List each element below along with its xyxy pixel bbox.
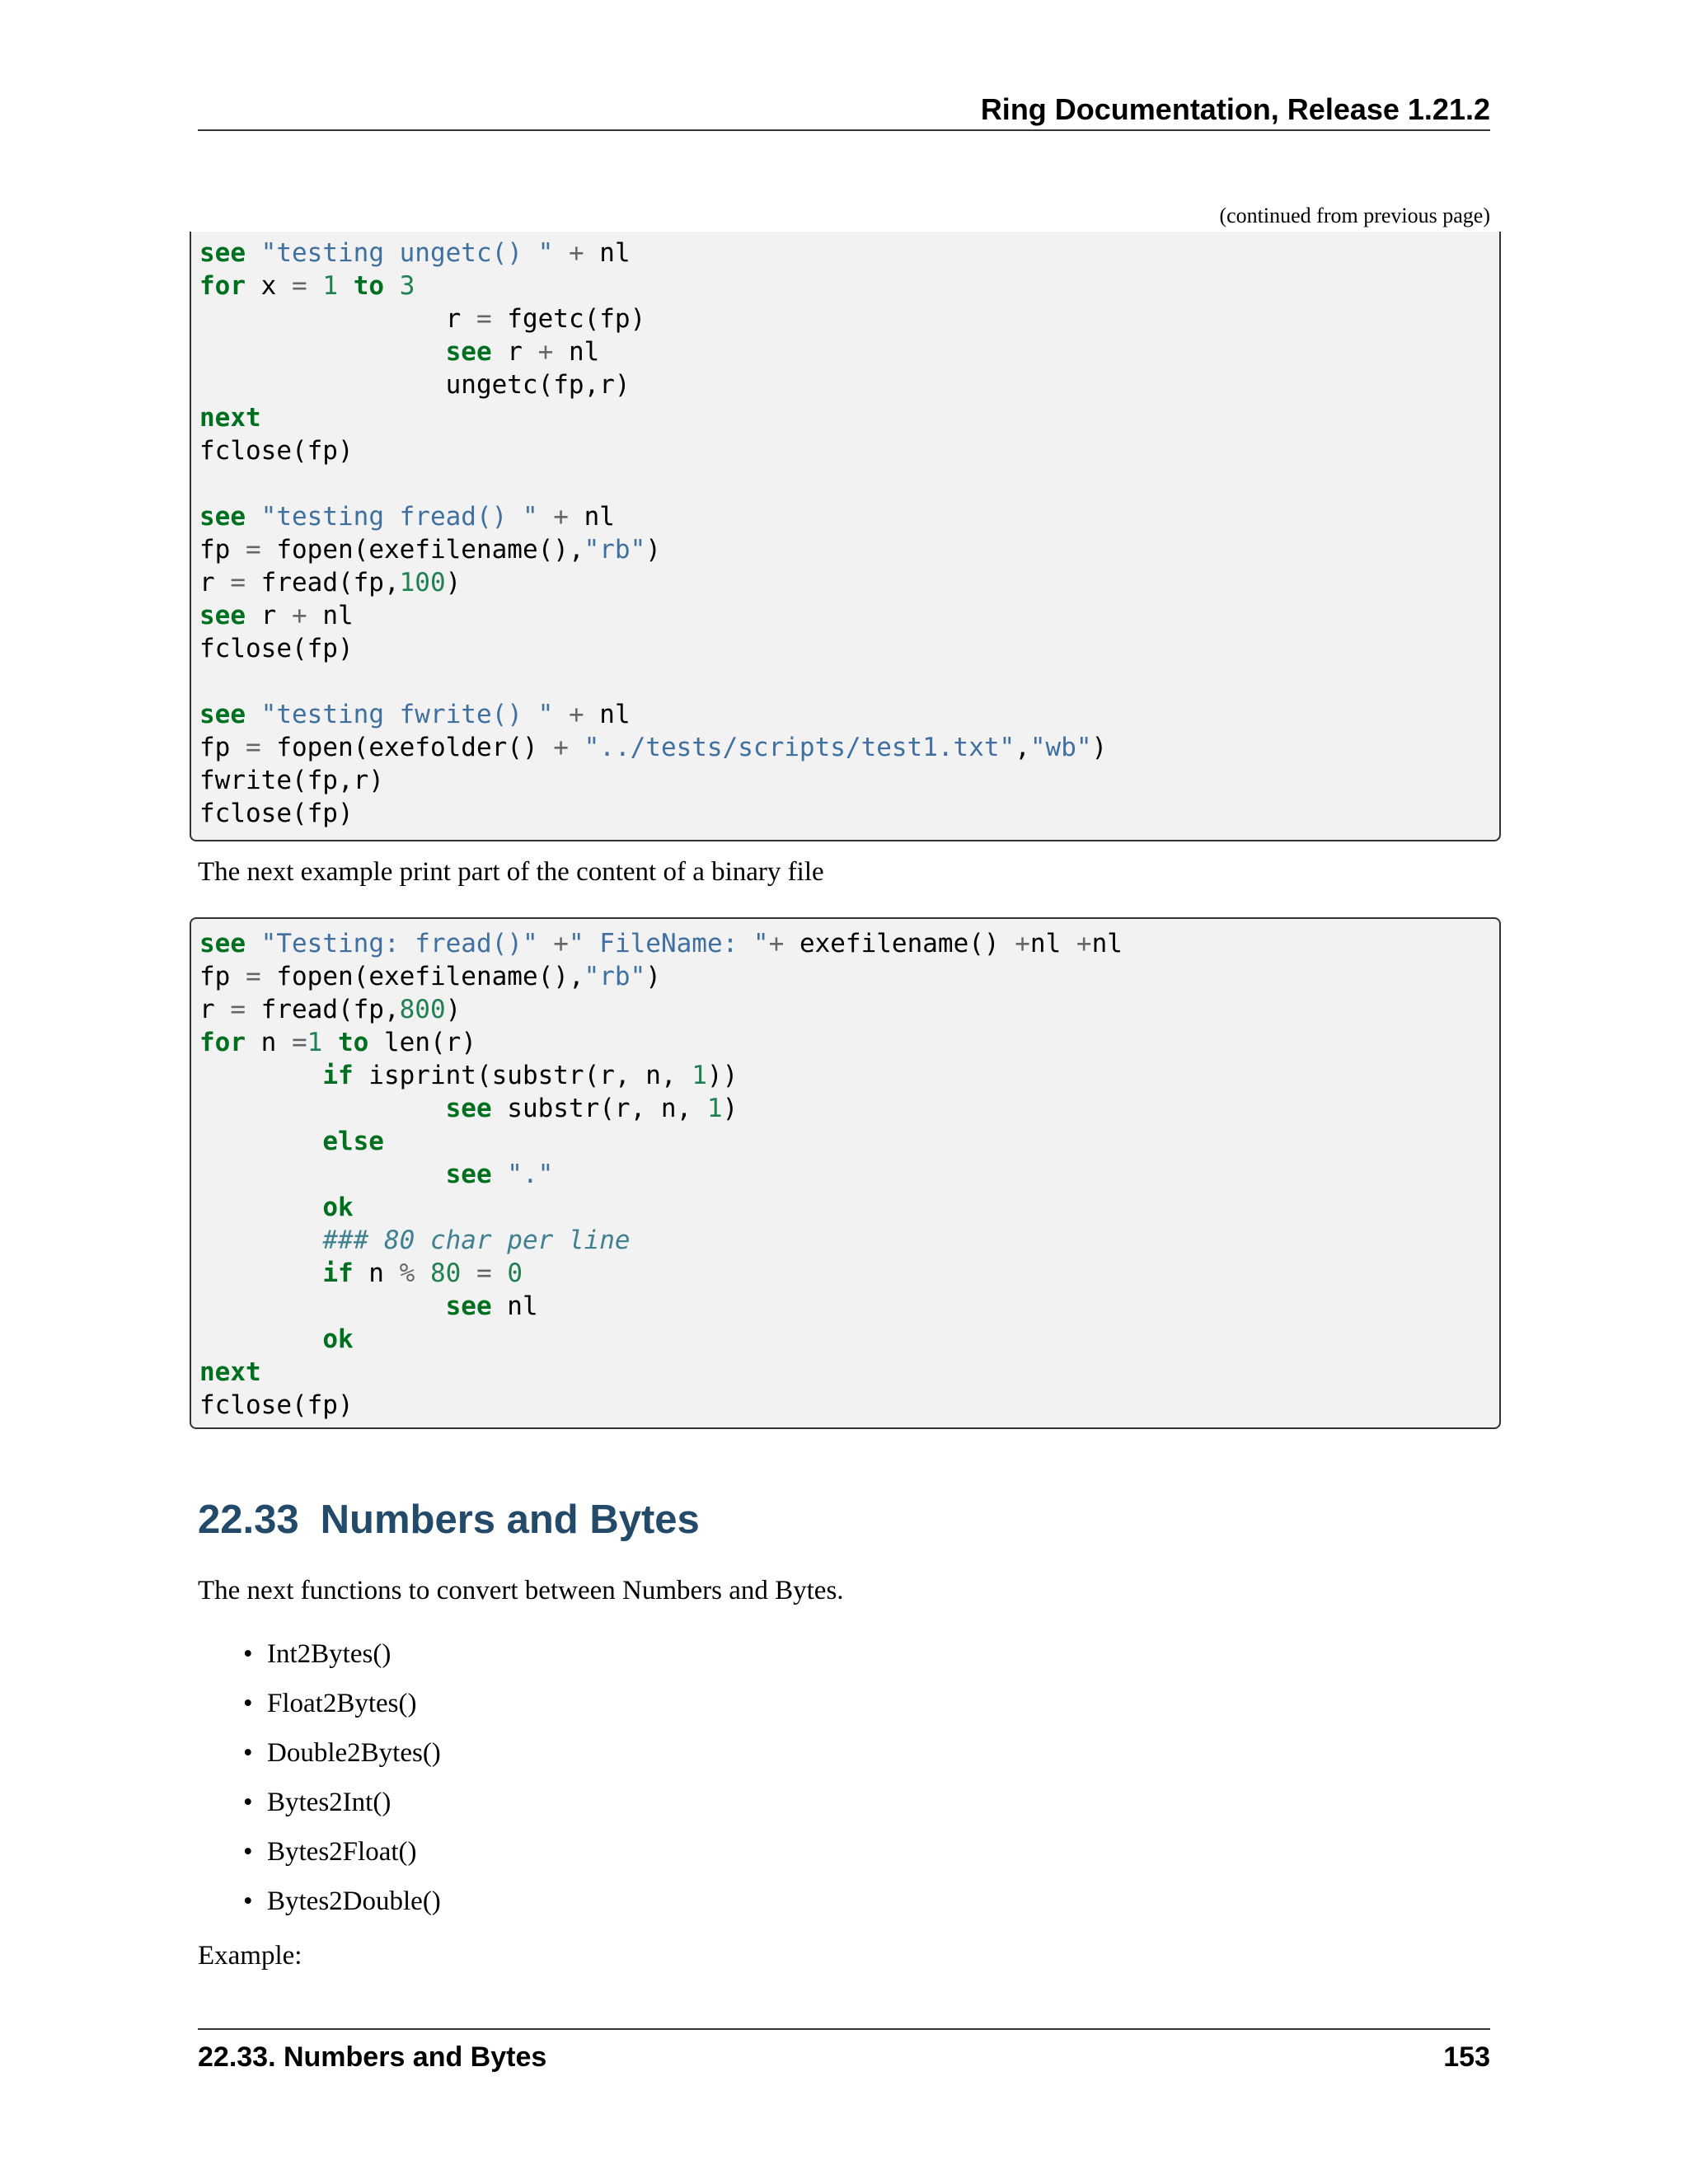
code-token xyxy=(199,1324,322,1354)
code-token: = xyxy=(476,304,492,334)
code-token xyxy=(461,1258,476,1288)
code-token: fgetc(fp) xyxy=(491,304,646,334)
code-token: x xyxy=(246,271,292,301)
code-token: fp xyxy=(199,535,246,565)
code-line xyxy=(199,467,1491,500)
footer-rule xyxy=(198,2028,1490,2030)
code-line xyxy=(199,566,1491,599)
code-line xyxy=(199,302,1491,335)
code-token: " FileName: " xyxy=(568,929,769,958)
code-token: ) xyxy=(645,535,661,565)
code-line xyxy=(199,1191,1491,1224)
code-token: fread(fp, xyxy=(246,568,400,598)
code-token xyxy=(246,929,261,958)
code-token xyxy=(199,1291,446,1321)
bullet-icon: • xyxy=(243,1738,253,1768)
code-line xyxy=(199,1059,1491,1092)
code-token: + xyxy=(553,929,569,958)
code-line xyxy=(199,993,1491,1026)
code-token xyxy=(492,1258,508,1288)
code-token: 1 xyxy=(706,1094,723,1123)
code-token: next xyxy=(199,403,261,433)
code-token: to xyxy=(353,271,385,301)
code-token: 100 xyxy=(399,568,446,598)
list-item xyxy=(198,1784,441,1834)
code-token: ) xyxy=(445,995,462,1024)
paragraph-binary: The next example print part of the content of a binary file xyxy=(198,857,824,887)
code-token xyxy=(538,502,554,532)
code-token: "." xyxy=(507,1160,554,1189)
code-token xyxy=(553,700,569,729)
code-token: nl xyxy=(1029,929,1076,958)
code-token: )) xyxy=(706,1061,738,1090)
code-token: ) xyxy=(645,962,661,991)
code-line xyxy=(199,797,1491,830)
code-token: = xyxy=(230,568,246,598)
code-token xyxy=(338,271,354,301)
code-token: see xyxy=(445,1160,492,1189)
code-token: ok xyxy=(322,1193,354,1222)
list-item-label: Double2Bytes() xyxy=(267,1738,441,1768)
code-token: if xyxy=(322,1061,354,1090)
code-token: fopen(exefilename(), xyxy=(260,535,584,565)
code-token: nl xyxy=(553,337,600,367)
code-token: "../tests/scripts/test1.txt" xyxy=(584,733,1015,762)
code-token xyxy=(199,337,446,367)
code-line xyxy=(199,1323,1491,1356)
code-token: n xyxy=(353,1258,400,1288)
code-token: see xyxy=(445,1291,492,1321)
code-line xyxy=(199,927,1491,960)
code-token: + xyxy=(768,929,785,958)
code-token: "testing fwrite() " xyxy=(260,700,554,729)
code-token: fread(fp, xyxy=(246,995,400,1024)
list-item xyxy=(198,1883,441,1933)
code-token: + xyxy=(1076,929,1092,958)
code-token: n xyxy=(246,1028,292,1057)
code-token xyxy=(322,1028,338,1057)
code-line xyxy=(199,500,1491,533)
code-line xyxy=(199,1356,1491,1389)
section-intro: The next functions to convert between Numbers and Bytes. xyxy=(198,1576,844,1605)
code-token: for xyxy=(199,1028,246,1057)
code-line xyxy=(199,1290,1491,1323)
code-token: fclose(fp) xyxy=(199,634,354,663)
section-heading xyxy=(198,1497,700,1543)
code-token: fopen(exefilename(), xyxy=(260,962,584,991)
code-line xyxy=(199,1026,1491,1059)
code-token xyxy=(199,1226,322,1255)
code-token: ) xyxy=(722,1094,738,1123)
code-token: see xyxy=(445,337,492,367)
list-item xyxy=(198,1735,441,1784)
code-token: 0 xyxy=(507,1258,523,1288)
code-token: ) xyxy=(1091,733,1108,762)
function-list xyxy=(198,1636,441,1933)
code-token xyxy=(553,238,569,268)
code-token: , xyxy=(1015,733,1030,762)
code-token xyxy=(199,1258,322,1288)
code-token: to xyxy=(338,1028,369,1057)
code-token: + xyxy=(553,502,569,532)
code-token: nl xyxy=(584,700,631,729)
list-item-label: Bytes2Double() xyxy=(267,1886,441,1916)
section-title: Numbers and Bytes xyxy=(320,1497,700,1542)
code-token xyxy=(199,1193,322,1222)
section-number: 22.33 xyxy=(198,1497,299,1542)
bullet-icon: • xyxy=(243,1886,253,1916)
code-line xyxy=(199,1092,1491,1125)
footer-section: 22.33. Numbers and Bytes xyxy=(198,2041,547,2073)
header-rule xyxy=(198,129,1490,131)
code-token: exefilename() xyxy=(784,929,1015,958)
code-line xyxy=(199,269,1491,302)
code-token: "rb" xyxy=(584,535,646,565)
code-token xyxy=(246,502,261,532)
code-token: for xyxy=(199,271,246,301)
code-line xyxy=(199,1158,1491,1191)
list-item-label: Int2Bytes() xyxy=(267,1639,392,1669)
code-token xyxy=(199,1094,446,1123)
code-token: see xyxy=(445,1094,492,1123)
code-token xyxy=(199,1061,322,1090)
code-token: nl xyxy=(1091,929,1123,958)
code-token: fwrite(fp,r) xyxy=(199,766,384,795)
code-token: ok xyxy=(322,1324,354,1354)
code-token: substr(r, n, xyxy=(491,1094,707,1123)
page-header-title: Ring Documentation, Release 1.21.2 xyxy=(980,92,1490,126)
code-token: 3 xyxy=(399,271,415,301)
list-item xyxy=(198,1834,441,1883)
code-token: ### 80 char per line xyxy=(322,1226,631,1255)
list-item-label: Float2Bytes() xyxy=(267,1689,417,1718)
code-token: nl xyxy=(491,1291,538,1321)
code-token: fp xyxy=(199,733,246,762)
list-item xyxy=(198,1636,441,1685)
code-token: + xyxy=(292,601,307,630)
code-line xyxy=(199,632,1491,665)
code-token xyxy=(199,1160,446,1189)
code-line xyxy=(199,1257,1491,1290)
code-token: see xyxy=(199,700,246,729)
code-line xyxy=(199,335,1491,368)
code-token xyxy=(415,1258,430,1288)
code-line xyxy=(199,599,1491,632)
code-token: r xyxy=(199,568,231,598)
code-block-file-io xyxy=(190,232,1501,841)
code-token: else xyxy=(322,1127,384,1156)
code-line xyxy=(199,533,1491,566)
code-token: see xyxy=(199,502,246,532)
code-token: + xyxy=(568,700,584,729)
code-token xyxy=(246,700,261,729)
code-token: next xyxy=(199,1357,261,1387)
code-token: + xyxy=(1015,929,1030,958)
bullet-icon: • xyxy=(243,1689,253,1718)
code-token: "rb" xyxy=(584,962,646,991)
code-token xyxy=(307,271,323,301)
code-token: see xyxy=(199,601,246,630)
continued-note: (continued from previous page) xyxy=(1219,204,1490,227)
code-token: 1 xyxy=(307,1028,323,1057)
bullet-icon: • xyxy=(243,1788,253,1817)
example-label: Example: xyxy=(198,1941,302,1971)
code-token xyxy=(246,238,261,268)
code-token xyxy=(569,733,584,762)
code-token xyxy=(384,271,400,301)
code-line xyxy=(199,368,1491,401)
code-token: "Testing: fread()" xyxy=(260,929,538,958)
code-token: "testing fread() " xyxy=(260,502,538,532)
code-token: fclose(fp) xyxy=(199,799,354,828)
code-token: = xyxy=(292,1028,307,1057)
code-token xyxy=(199,1127,322,1156)
code-token: fclose(fp) xyxy=(199,1390,354,1420)
code-line xyxy=(199,698,1491,731)
list-item-label: Bytes2Float() xyxy=(267,1837,417,1867)
code-token: + xyxy=(553,733,569,762)
code-token: = xyxy=(476,1258,492,1288)
code-token: fopen(exefolder() xyxy=(260,733,554,762)
page-number: 153 xyxy=(1443,2041,1490,2073)
code-line xyxy=(199,1125,1491,1158)
code-token: + xyxy=(537,337,554,367)
code-token: fclose(fp) xyxy=(199,436,354,466)
code-token: % xyxy=(399,1258,415,1288)
code-token: = xyxy=(246,962,261,991)
code-token: 1 xyxy=(322,271,339,301)
code-token: isprint(substr(r, n, xyxy=(353,1061,692,1090)
code-token: r xyxy=(199,995,231,1024)
code-token xyxy=(538,929,554,958)
code-line xyxy=(199,1389,1491,1422)
bullet-icon: • xyxy=(243,1639,253,1669)
bullet-icon: • xyxy=(243,1837,253,1867)
code-token: ) xyxy=(445,568,462,598)
code-line xyxy=(199,960,1491,993)
code-token: r xyxy=(199,304,476,334)
code-block-binary-read xyxy=(190,917,1501,1429)
code-token: len(r) xyxy=(368,1028,476,1057)
code-token: nl xyxy=(584,238,631,268)
code-token: see xyxy=(199,929,246,958)
code-token: = xyxy=(230,995,246,1024)
code-token: fp xyxy=(199,962,246,991)
code-token: 80 xyxy=(429,1258,462,1288)
code-token: ungetc(fp,r) xyxy=(199,370,631,400)
code-line xyxy=(199,401,1491,434)
code-token: nl xyxy=(568,502,615,532)
code-line xyxy=(199,665,1491,698)
code-token: see xyxy=(199,238,246,268)
code-token: = xyxy=(292,271,307,301)
code-token: = xyxy=(246,535,261,565)
code-token: 1 xyxy=(692,1061,707,1090)
code-line xyxy=(199,731,1491,764)
code-token: r xyxy=(491,337,538,367)
list-item-label: Bytes2Int() xyxy=(267,1788,392,1817)
list-item xyxy=(198,1685,441,1735)
code-line xyxy=(199,764,1491,797)
code-line xyxy=(199,237,1491,269)
code-token: 800 xyxy=(399,995,446,1024)
code-line xyxy=(199,1224,1491,1257)
code-token: "wb" xyxy=(1029,733,1092,762)
code-token xyxy=(492,1160,508,1189)
code-token: nl xyxy=(307,601,354,630)
code-line xyxy=(199,434,1491,467)
code-token: r xyxy=(246,601,292,630)
code-token: if xyxy=(322,1258,354,1288)
code-token: = xyxy=(246,733,261,762)
code-token: "testing ungetc() " xyxy=(260,238,554,268)
code-token: + xyxy=(568,238,584,268)
